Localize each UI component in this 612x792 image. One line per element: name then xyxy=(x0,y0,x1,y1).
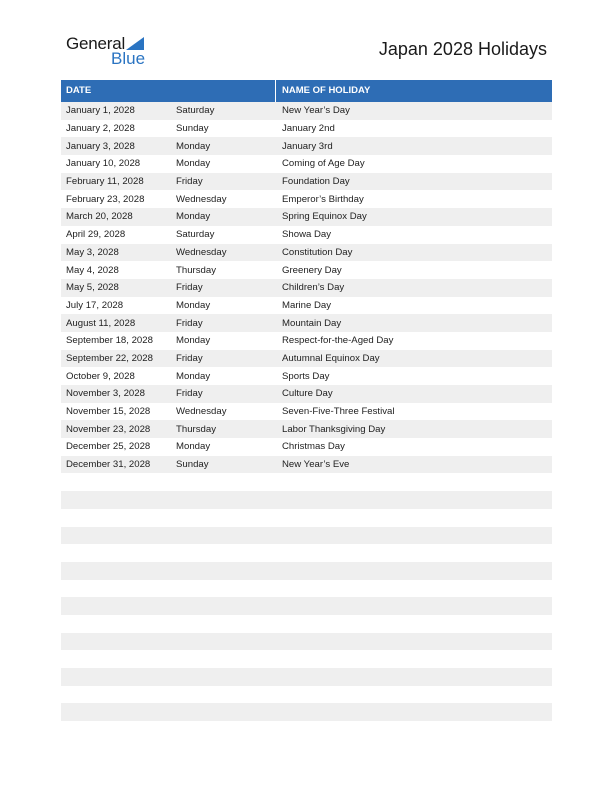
row-day: Wednesday xyxy=(176,406,227,418)
table-row xyxy=(61,261,552,279)
table-body xyxy=(61,102,552,739)
row-holiday-name: Marine Day xyxy=(282,299,332,311)
empty-row xyxy=(61,509,552,527)
row-holiday-name: Respect-for-the-Aged Day xyxy=(282,335,394,347)
row-date: September 22, 2028 xyxy=(66,352,153,364)
table-row xyxy=(61,332,552,350)
row-date: April 29, 2028 xyxy=(66,229,126,241)
table-row xyxy=(61,137,552,155)
table-row xyxy=(61,438,552,456)
holiday-table xyxy=(61,80,552,739)
header-holiday: NAME OF HOLIDAY xyxy=(282,85,371,96)
row-holiday-name: Foundation Day xyxy=(282,176,350,188)
row-holiday-name: Spring Equinox Day xyxy=(282,211,367,223)
table-row xyxy=(61,385,552,403)
table-row xyxy=(61,190,552,208)
empty-row xyxy=(61,703,552,721)
empty-row xyxy=(61,633,552,651)
table-row xyxy=(61,456,552,474)
row-holiday-name: Christmas Day xyxy=(282,441,345,453)
row-date: February 23, 2028 xyxy=(66,193,145,205)
table-row xyxy=(61,403,552,421)
row-day: Sunday xyxy=(176,459,209,471)
table-row xyxy=(61,244,552,262)
row-date: February 11, 2028 xyxy=(66,176,144,188)
row-day: Friday xyxy=(176,176,203,188)
row-holiday-name: New Year’s Day xyxy=(282,105,350,117)
empty-row xyxy=(61,650,552,668)
row-day: Monday xyxy=(176,299,211,311)
row-day: Monday xyxy=(176,441,211,453)
row-date: May 5, 2028 xyxy=(66,282,119,294)
row-day: Friday xyxy=(176,317,203,329)
row-holiday-name: New Year’s Eve xyxy=(282,459,350,471)
row-holiday-name: Culture Day xyxy=(282,388,333,400)
row-holiday-name: Showa Day xyxy=(282,229,332,241)
row-date: January 10, 2028 xyxy=(66,158,141,170)
row-date: September 18, 2028 xyxy=(66,335,153,347)
row-date: August 11, 2028 xyxy=(66,317,136,329)
row-holiday-name: Emperor’s Birthday xyxy=(282,193,364,205)
row-day: Monday xyxy=(176,140,211,152)
row-holiday-name: Sports Day xyxy=(282,370,330,382)
empty-row xyxy=(61,597,552,615)
row-day: Wednesday xyxy=(176,246,227,258)
row-day: Thursday xyxy=(176,423,216,435)
row-date: March 20, 2028 xyxy=(66,211,133,223)
empty-row xyxy=(61,615,552,633)
row-date: January 1, 2028 xyxy=(66,105,135,117)
table-row xyxy=(61,314,552,332)
row-date: November 23, 2028 xyxy=(66,423,151,435)
row-holiday-name: Mountain Day xyxy=(282,317,342,329)
row-day: Monday xyxy=(176,158,211,170)
row-day: Monday xyxy=(176,335,211,347)
row-day: Friday xyxy=(176,282,203,294)
logo-text-general: General xyxy=(66,34,126,53)
table-row xyxy=(61,102,552,120)
table-row xyxy=(61,367,552,385)
row-holiday-name: Children’s Day xyxy=(282,282,345,294)
row-holiday-name: January 3rd xyxy=(282,140,333,152)
table-row xyxy=(61,173,552,191)
empty-row xyxy=(61,686,552,704)
row-holiday-name: Seven-Five-Three Festival xyxy=(282,406,395,418)
row-holiday-name: Autumnal Equinox Day xyxy=(282,352,380,364)
table-row xyxy=(61,279,552,297)
empty-row xyxy=(61,580,552,598)
row-holiday-name: Constitution Day xyxy=(282,246,353,258)
row-day: Wednesday xyxy=(176,193,227,205)
empty-row xyxy=(61,491,552,509)
table-row xyxy=(61,297,552,315)
table-row xyxy=(61,120,552,138)
row-day: Saturday xyxy=(176,105,215,117)
row-date: October 9, 2028 xyxy=(66,370,135,382)
row-day: Monday xyxy=(176,370,211,382)
row-day: Friday xyxy=(176,352,203,364)
table-row xyxy=(61,155,552,173)
empty-row xyxy=(61,473,552,491)
row-date: July 17, 2028 xyxy=(66,299,124,311)
row-holiday-name: Greenery Day xyxy=(282,264,342,276)
row-date: January 2, 2028 xyxy=(66,123,135,135)
row-day: Monday xyxy=(176,211,211,223)
header-date: DATE xyxy=(61,80,276,102)
empty-row xyxy=(61,721,552,739)
logo-text-blue: Blue xyxy=(111,49,146,68)
page-title: Japan 2028 Holidays xyxy=(378,39,547,59)
table-row xyxy=(61,226,552,244)
row-holiday-name: Labor Thanksgiving Day xyxy=(282,423,386,435)
row-day: Thursday xyxy=(176,264,216,276)
empty-row xyxy=(61,562,552,580)
empty-row xyxy=(61,544,552,562)
row-date: May 4, 2028 xyxy=(66,264,119,276)
row-day: Sunday xyxy=(176,123,209,135)
row-date: May 3, 2028 xyxy=(66,246,119,258)
row-date: December 25, 2028 xyxy=(66,441,151,453)
table-row xyxy=(61,420,552,438)
row-date: November 15, 2028 xyxy=(66,406,151,418)
table-row xyxy=(61,208,552,226)
empty-row xyxy=(61,668,552,686)
row-date: January 3, 2028 xyxy=(66,140,135,152)
row-date: November 3, 2028 xyxy=(66,388,145,400)
table-header xyxy=(61,80,552,102)
row-date: December 31, 2028 xyxy=(66,459,151,471)
row-day: Friday xyxy=(176,388,203,400)
row-day: Saturday xyxy=(176,229,215,241)
row-holiday-name: January 2nd xyxy=(282,123,335,135)
empty-row xyxy=(61,527,552,545)
generalblue-logo xyxy=(66,34,156,68)
table-row xyxy=(61,350,552,368)
row-holiday-name: Coming of Age Day xyxy=(282,158,365,170)
